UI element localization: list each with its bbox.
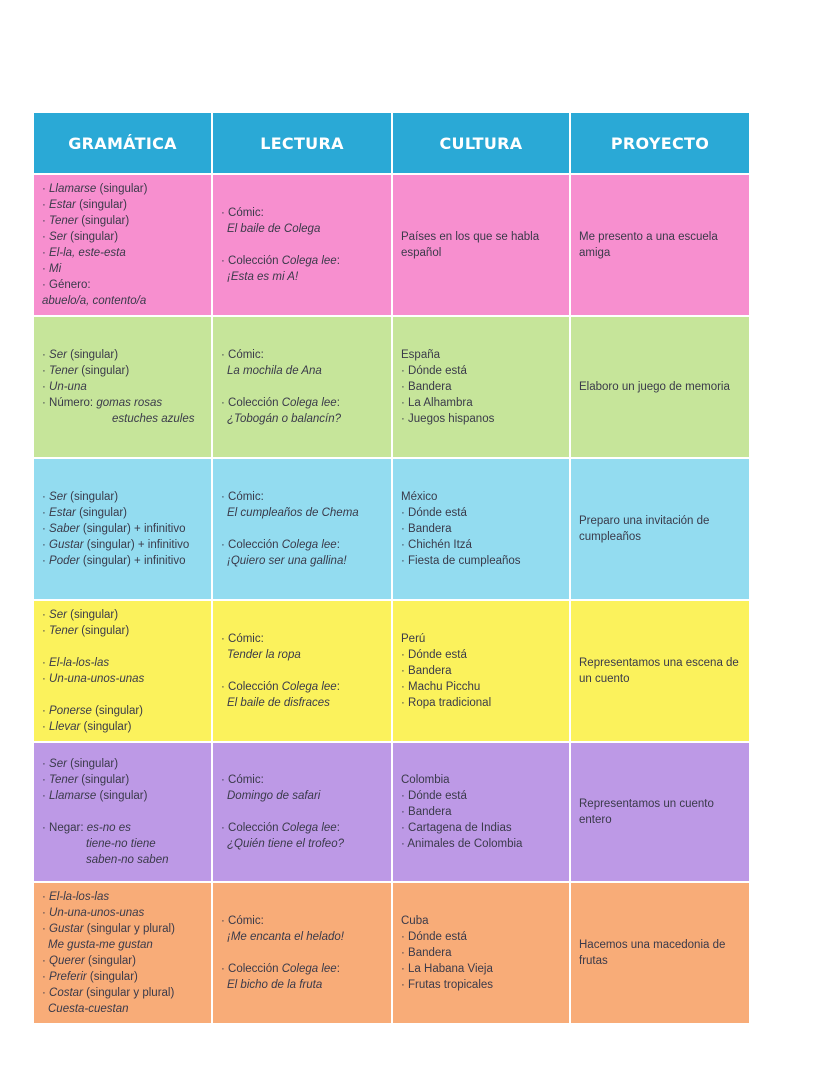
gramatica-cell (34, 316, 212, 458)
gramatica-term: Poder (49, 555, 80, 567)
gramatica-line (42, 889, 205, 905)
gramatica-line (42, 905, 205, 921)
collection-text: · Colección (221, 539, 282, 551)
gramatica-term: Preferir (49, 971, 87, 983)
header-lectura: LECTURA (212, 113, 392, 174)
cultura-cell (392, 742, 570, 882)
gramatica-cell (34, 174, 212, 316)
collection-label (221, 395, 385, 411)
gramatica-text: (singular) (75, 507, 128, 519)
collection-text: : (336, 963, 340, 975)
gramatica-line (42, 213, 205, 229)
proyecto-text: Preparo una invitación de cumpleaños (579, 515, 710, 543)
gramatica-text: (singular) + infinitivo (79, 523, 186, 535)
collection-text: · Colección (221, 255, 282, 267)
gramatica-term: Un-una (49, 381, 87, 393)
gramatica-text: (singular) (66, 231, 119, 243)
gramatica-term: Tener (49, 215, 79, 227)
table-row (34, 882, 749, 1023)
gramatica-line (42, 671, 205, 687)
cultura-title: México (401, 491, 438, 503)
lectura-cell (212, 742, 392, 882)
gramatica-term: Ser (49, 758, 67, 770)
gramatica-text: · (42, 507, 50, 519)
gramatica-text: (singular) (84, 955, 136, 967)
collection-name: Colega lee (281, 681, 337, 693)
collection-text: : (336, 539, 340, 551)
comic-title: Domingo de safari (227, 790, 321, 802)
collection-title: ¡Quiero ser una gallina! (227, 555, 347, 567)
gramatica-line (42, 985, 205, 1001)
gramatica-text: (singular y plural) (83, 923, 175, 935)
gramatica-text: · (42, 907, 50, 919)
cultura-cell (392, 174, 570, 316)
gramatica-text: · (42, 657, 50, 669)
gramatica-text: · (42, 774, 50, 786)
gramatica-term: Tener (49, 625, 79, 637)
proyecto-cell (570, 882, 749, 1023)
gramatica-text: (singular) (96, 790, 148, 802)
gramatica-text: · (42, 625, 50, 637)
gramatica-line (42, 245, 205, 261)
cultura-item: · Dónde está (401, 507, 467, 519)
gramatica-text: (singular) (78, 774, 130, 786)
proyecto-text: Hacemos una macedonia de frutas (579, 939, 726, 967)
gramatica-term: Estar (49, 507, 76, 519)
gramatica-text: · (42, 183, 50, 195)
gramatica-text: · (42, 215, 50, 227)
gramatica-text: · (42, 349, 50, 361)
gramatica-text: · (42, 758, 50, 770)
spacer (221, 945, 385, 961)
spacer (42, 804, 205, 820)
header-row (34, 113, 749, 174)
gramatica-line (42, 607, 205, 623)
spacer (221, 237, 385, 253)
collection-text: : (336, 681, 340, 693)
gramatica-cell (34, 600, 212, 742)
cultura-item: · La Habana Vieja (401, 963, 493, 975)
cultura-item: · Bandera (401, 665, 452, 677)
cultura-title: Perú (401, 633, 426, 645)
comic-title: La mochila de Ana (227, 365, 322, 377)
comic-label: · Cómic: (221, 915, 264, 927)
gramatica-text: · (42, 721, 50, 733)
table-row (34, 742, 749, 882)
gramatica-line (42, 379, 205, 395)
gramatica-text: · (42, 381, 50, 393)
lectura-cell (212, 458, 392, 600)
collection-name: Colega lee (281, 963, 337, 975)
gramatica-text: · Negar: (42, 822, 87, 834)
cultura-item: · Machu Picchu (401, 681, 481, 693)
gramatica-term: Querer (49, 955, 85, 967)
spacer (221, 804, 385, 820)
collection-text: : (336, 822, 340, 834)
gramatica-text: · (42, 523, 50, 535)
gramatica-line (42, 521, 205, 537)
cultura-item: · Chichén Itzá (401, 539, 472, 551)
gramatica-term: Un-una-unos-unas (49, 673, 145, 685)
collection-title: ¿Quién tiene el trofeo? (227, 838, 344, 850)
gramatica-text: · Número: (42, 397, 97, 409)
gramatica-term: Un-una-unos-unas (49, 907, 145, 919)
proyecto-text: Representamos una escena de un cuento (579, 657, 739, 685)
spacer (42, 639, 205, 655)
proyecto-text: Elaboro un juego de memoria (579, 381, 730, 393)
gramatica-text: (singular) (66, 349, 119, 361)
table-row (34, 174, 749, 316)
proyecto-cell (570, 316, 749, 458)
gramatica-term: saben-no saben (86, 854, 169, 866)
gramatica-text: · (42, 491, 50, 503)
comic-title: Tender la ropa (227, 649, 301, 661)
gramatica-term: tiene-no tiene (86, 838, 156, 850)
cultura-item: · Ropa tradicional (401, 697, 492, 709)
collection-title: ¡Esta es mi A! (227, 271, 299, 283)
cultura-title: Países en los que se habla español (401, 231, 540, 259)
gramatica-cell (34, 742, 212, 882)
cultura-item: · Bandera (401, 806, 452, 818)
collection-name: Colega lee (281, 822, 337, 834)
cultura-cell (392, 882, 570, 1023)
gramatica-text: · (42, 247, 50, 259)
gramatica-term: es-no es (86, 822, 131, 834)
collection-label (221, 537, 385, 553)
gramatica-line (42, 489, 205, 505)
gramatica-term: Ser (49, 609, 67, 621)
gramatica-text: · (42, 971, 50, 983)
gramatica-term: abuelo/a, contento/a (42, 295, 147, 307)
proyecto-cell (570, 742, 749, 882)
collection-text: · Colección (221, 822, 282, 834)
cultura-item: · Dónde está (401, 790, 467, 802)
gramatica-line (42, 953, 205, 969)
proyecto-cell (570, 174, 749, 316)
cultura-title: Colombia (401, 774, 450, 786)
gramatica-text: · (42, 955, 50, 967)
collection-name: Colega lee (281, 255, 337, 267)
proyecto-text: Representamos un cuento entero (579, 798, 714, 826)
gramatica-line (42, 852, 205, 868)
gramatica-line (42, 788, 205, 804)
gramatica-term: Gustar (49, 539, 84, 551)
gramatica-line (42, 395, 205, 411)
cultura-item: · Animales de Colombia (401, 838, 523, 850)
collection-title: ¿Tobogán o balancín? (227, 413, 342, 425)
gramatica-term: gomas rosas (96, 397, 163, 409)
comic-title: El baile de Colega (227, 223, 321, 235)
cultura-item: · Bandera (401, 523, 452, 535)
gramatica-text: · (42, 923, 50, 935)
lectura-cell (212, 882, 392, 1023)
cultura-item: · Dónde está (401, 649, 467, 661)
gramatica-line (42, 261, 205, 277)
gramatica-text: · (42, 365, 50, 377)
gramatica-text: · (42, 987, 50, 999)
gramatica-term: Llamarse (49, 183, 97, 195)
cultura-item: · Bandera (401, 947, 452, 959)
gramatica-text: (singular) (91, 705, 144, 717)
gramatica-term: Cuesta-cuestan (48, 1003, 129, 1015)
gramatica-text: (singular) (75, 199, 128, 211)
gramatica-term: Costar (49, 987, 83, 999)
gramatica-term: Gustar (49, 923, 84, 935)
gramatica-term: Llevar (49, 721, 81, 733)
gramatica-line (42, 937, 205, 953)
comic-label: · Cómic: (221, 349, 264, 361)
lectura-cell (212, 316, 392, 458)
gramatica-text: · (42, 555, 50, 567)
gramatica-text: (singular) (86, 971, 138, 983)
collection-title: El baile de disfraces (227, 697, 330, 709)
proyecto-text: Me presento a una escuela amiga (579, 231, 718, 259)
gramatica-cell (34, 882, 212, 1023)
gramatica-term: Tener (49, 365, 79, 377)
cultura-item: · Bandera (401, 381, 452, 393)
collection-text: : (336, 255, 340, 267)
gramatica-line (42, 411, 205, 427)
gramatica-line (42, 703, 205, 719)
gramatica-line (42, 655, 205, 671)
proyecto-cell (570, 458, 749, 600)
lectura-cell (212, 600, 392, 742)
gramatica-line (42, 756, 205, 772)
gramatica-text: (singular) (66, 609, 119, 621)
gramatica-line (42, 181, 205, 197)
header-cultura: CULTURA (392, 113, 570, 174)
gramatica-text: (singular) (78, 625, 130, 637)
cultura-title: Cuba (401, 915, 429, 927)
gramatica-text: (singular) (78, 365, 130, 377)
gramatica-text: · (42, 705, 50, 717)
gramatica-text: · (42, 199, 50, 211)
gramatica-line (42, 1001, 205, 1017)
gramatica-line (42, 969, 205, 985)
gramatica-text: · (42, 231, 50, 243)
gramatica-text: (singular) + infinitivo (79, 555, 186, 567)
header-proyecto: PROYECTO (570, 113, 749, 174)
gramatica-term: Ser (49, 349, 67, 361)
gramatica-line (42, 277, 205, 293)
gramatica-line (42, 921, 205, 937)
cultura-item: · Cartagena de Indias (401, 822, 512, 834)
collection-text: · Colección (221, 397, 282, 409)
gramatica-text: · (42, 790, 50, 802)
gramatica-text: (singular y plural) (82, 987, 175, 999)
gramatica-term: El-la, este-esta (49, 247, 126, 259)
gramatica-line (42, 293, 205, 309)
gramatica-term: Me gusta-me gustan (48, 939, 153, 951)
gramatica-line (42, 553, 205, 569)
gramatica-text: · Género: (42, 279, 91, 291)
gramatica-text: (singular) (96, 183, 148, 195)
collection-label (221, 679, 385, 695)
comic-title: ¡Me encanta el helado! (227, 931, 344, 943)
comic-label: · Cómic: (221, 491, 264, 503)
gramatica-term: Ser (49, 491, 67, 503)
collection-name: Colega lee (281, 397, 337, 409)
gramatica-text: (singular) (80, 721, 132, 733)
cultura-item: · La Alhambra (401, 397, 473, 409)
gramatica-line (42, 505, 205, 521)
comic-title: El cumpleaños de Chema (227, 507, 359, 519)
comic-label: · Cómic: (221, 774, 264, 786)
gramatica-cell (34, 458, 212, 600)
cultura-item: · Fiesta de cumpleaños (401, 555, 521, 567)
gramatica-term: Estar (49, 199, 76, 211)
gramatica-text: · (42, 263, 50, 275)
gramatica-term: Tener (49, 774, 79, 786)
collection-text: · Colección (221, 963, 282, 975)
collection-label (221, 820, 385, 836)
curriculum-table-container (34, 113, 749, 1023)
spacer (221, 379, 385, 395)
spacer (42, 687, 205, 703)
gramatica-text: (singular) (78, 215, 130, 227)
gramatica-term: Llamarse (49, 790, 97, 802)
collection-label (221, 961, 385, 977)
cultura-cell (392, 316, 570, 458)
gramatica-line (42, 820, 205, 836)
collection-name: Colega lee (281, 539, 337, 551)
cultura-cell (392, 458, 570, 600)
gramatica-line (42, 719, 205, 735)
gramatica-line (42, 537, 205, 553)
comic-label: · Cómic: (221, 633, 264, 645)
gramatica-text: (singular) + infinitivo (83, 539, 190, 551)
gramatica-text: (singular) (66, 491, 119, 503)
collection-text: : (336, 397, 340, 409)
comic-label: · Cómic: (221, 207, 264, 219)
gramatica-line (42, 347, 205, 363)
collection-text: · Colección (221, 681, 282, 693)
lectura-cell (212, 174, 392, 316)
gramatica-line (42, 772, 205, 788)
gramatica-term: Ponerse (49, 705, 92, 717)
proyecto-cell (570, 600, 749, 742)
spacer (221, 663, 385, 679)
gramatica-text: · (42, 673, 50, 685)
gramatica-text: · (42, 891, 50, 903)
gramatica-text: (singular) (66, 758, 119, 770)
gramatica-line (42, 836, 205, 852)
table-row (34, 316, 749, 458)
collection-label (221, 253, 385, 269)
gramatica-text: · (42, 609, 50, 621)
cultura-item: · Frutas tropicales (401, 979, 494, 991)
cultura-item: · Juegos hispanos (401, 413, 495, 425)
gramatica-text: · (42, 539, 50, 551)
table-row (34, 458, 749, 600)
gramatica-term: El-la-los-las (49, 891, 110, 903)
gramatica-line (42, 623, 205, 639)
spacer (221, 521, 385, 537)
curriculum-table (34, 113, 749, 1023)
gramatica-line (42, 229, 205, 245)
collection-title: El bicho de la fruta (227, 979, 323, 991)
header-gramatica: GRAMÁTICA (34, 113, 212, 174)
gramatica-line (42, 363, 205, 379)
cultura-cell (392, 600, 570, 742)
gramatica-term: estuches azules (112, 413, 195, 425)
gramatica-term: Ser (49, 231, 67, 243)
gramatica-term: Mi (49, 263, 62, 275)
cultura-title: España (401, 349, 441, 361)
cultura-item: · Dónde está (401, 931, 467, 943)
gramatica-term: El-la-los-las (49, 657, 110, 669)
gramatica-line (42, 197, 205, 213)
cultura-item: · Dónde está (401, 365, 467, 377)
gramatica-term: Saber (49, 523, 80, 535)
table-row (34, 600, 749, 742)
